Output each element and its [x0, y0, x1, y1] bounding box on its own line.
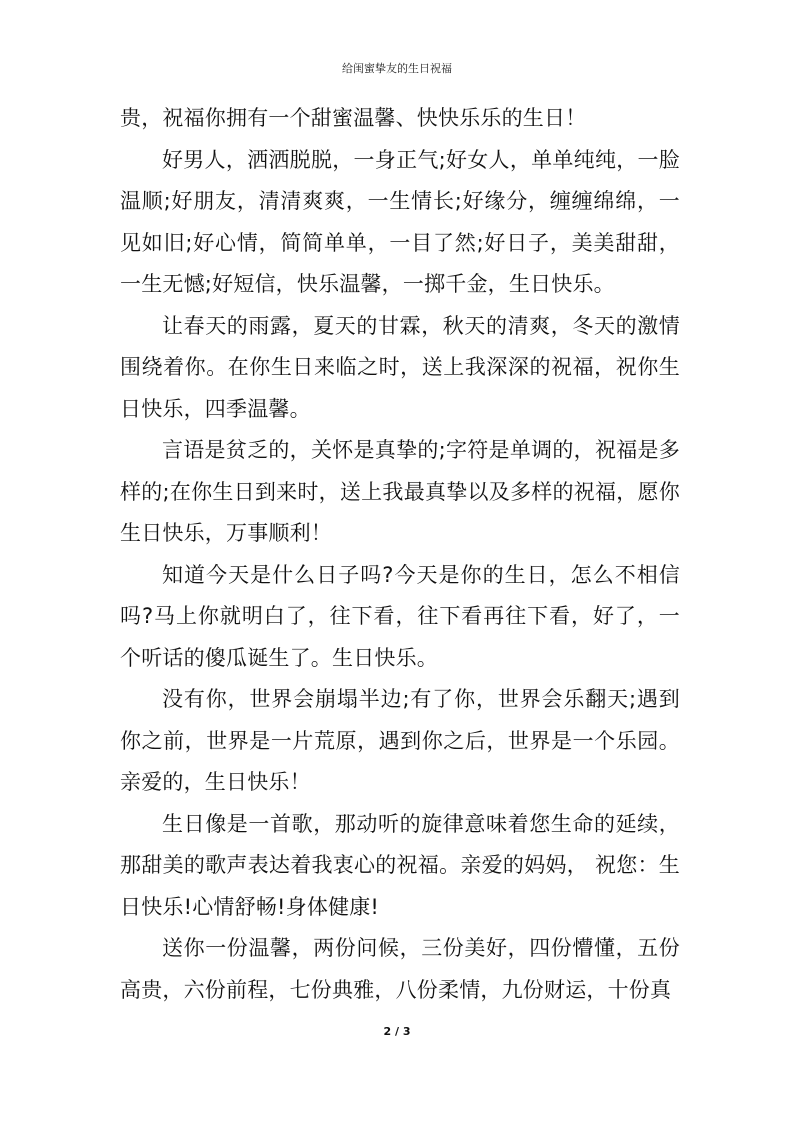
- page-number: 2 / 3: [383, 1025, 411, 1038]
- paragraph: 好男人，洒洒脱脱，一身正气;好女人，单单纯纯，一脸温顺;好朋友，清清爽爽，一生情长;好缘分，缠缠绵绵，一见如旧;好心情，简简单单，一目了然;好日子，美美甜甜，一生无憾;好短信，快乐温馨，一掷千金，生日快乐。: [120, 147, 680, 296]
- paragraph: 生日像是一首歌，那动听的旋律意味着您生命的延续，那甜美的歌声表达着我衷心的祝福。亲爱的妈妈， 祝您：生日快乐!心情舒畅!身体健康!: [120, 811, 680, 919]
- page-header: 给闺蜜挚友的生日祝福: [342, 62, 452, 75]
- paragraph: 送你一份温馨，两份问候，三份美好，四份懵懂，五份高贵，六份前程，七份典雅，八份柔情，九份财运，十份真: [120, 936, 680, 1002]
- paragraph: 没有你，世界会崩塌半边;有了你，世界会乐翻天;遇到你之前，世界是一片荒原，遇到你之后，世界是一个乐园。亲爱的，生日快乐！: [120, 687, 680, 794]
- paragraph-continuation: 贵，祝福你拥有一个甜蜜温馨、快快乐乐的生日！: [120, 106, 587, 130]
- document-body: [120, 98, 680, 1011]
- paragraph: 知道今天是什么日子吗?今天是你的生日，怎么不相信吗?马上你就明白了，往下看，往下看再往下看，好了，一个听话的傻瓜诞生了。生日快乐。: [120, 562, 680, 670]
- paragraph: 让春天的雨露，夏天的甘霖，秋天的清爽，冬天的激情围绕着你。在你生日来临之时，送上我深深的祝福，祝你生日快乐，四季温馨。: [120, 313, 680, 421]
- paragraph: 言语是贫乏的，关怀是真挚的;字符是单调的，祝福是多样的;在你生日到来时，送上我最真挚以及多样的祝福，愿你生日快乐，万事顺利！: [120, 438, 680, 545]
